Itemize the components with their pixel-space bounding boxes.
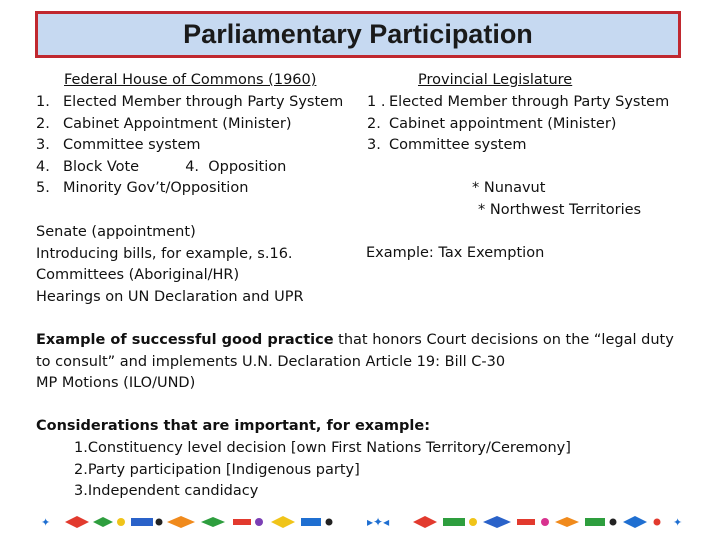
svg-text:✦: ✦ bbox=[673, 516, 683, 529]
senate-line: Committees (Aboriginal/HR) bbox=[36, 267, 240, 283]
good-practice-text: that honors Court decisions on the “legal duty bbox=[333, 332, 674, 348]
good-practice-line: to consult” and implements U.N. Declaration Article 19: Bill C-30 bbox=[36, 353, 506, 370]
beadwork-pattern-icon bbox=[35, 514, 687, 530]
provincial-item: 2. Cabinet appointment (Minister) bbox=[367, 115, 617, 132]
federal-list bbox=[36, 92, 343, 200]
considerations-list bbox=[74, 438, 571, 503]
senate-line: Hearings on UN Declaration and UPR bbox=[36, 288, 304, 305]
consideration-item: 3.Independent candidacy bbox=[74, 483, 259, 499]
provincial-item: 1 . Elected Member through Party System bbox=[367, 94, 670, 110]
federal-item: 4. Block Vote 4. Opposition bbox=[36, 158, 287, 175]
territory-nwt: * Northwest Territories bbox=[478, 202, 642, 218]
good-practice-block bbox=[36, 330, 674, 395]
svg-text:▸✦◂: ▸✦◂ bbox=[367, 515, 390, 529]
title-box bbox=[35, 11, 681, 58]
consideration-item: 2.Party participation [Indigenous party] bbox=[74, 461, 360, 478]
federal-heading: Federal House of Commons (1960) bbox=[64, 72, 317, 88]
federal-item: 2. Cabinet Appointment (Minister) bbox=[36, 115, 292, 132]
good-practice-lead: Example of successful good practice bbox=[36, 332, 334, 348]
considerations-heading: Considerations that are important, for example: bbox=[36, 418, 431, 434]
federal-item: 1. Elected Member through Party System bbox=[36, 94, 344, 110]
provincial-item: 3. Committee system bbox=[367, 137, 527, 153]
tax-exemption-example: Example: Tax Exemption bbox=[366, 245, 545, 261]
senate-block bbox=[36, 222, 304, 308]
territory-nunavut: * Nunavut bbox=[472, 180, 546, 196]
senate-line: Senate (appointment) bbox=[36, 224, 196, 240]
consideration-item: 1.Constituency level decision [own First Nations Territory/Ceremony] bbox=[74, 440, 571, 456]
slide-title: Parliamentary Participation bbox=[183, 19, 533, 49]
good-practice-line: MP Motions (ILO/UND) bbox=[36, 375, 196, 391]
provincial-heading: Provincial Legislature bbox=[418, 72, 573, 88]
provincial-list bbox=[367, 92, 669, 157]
beadwork-border bbox=[35, 514, 687, 530]
senate-line: Introducing bills, for example, s.16. bbox=[36, 245, 293, 262]
federal-item: 5. Minority Gov’t/Opposition bbox=[36, 180, 249, 196]
federal-item: 3. Committee system bbox=[36, 137, 201, 153]
svg-text:✦: ✦ bbox=[41, 516, 51, 529]
